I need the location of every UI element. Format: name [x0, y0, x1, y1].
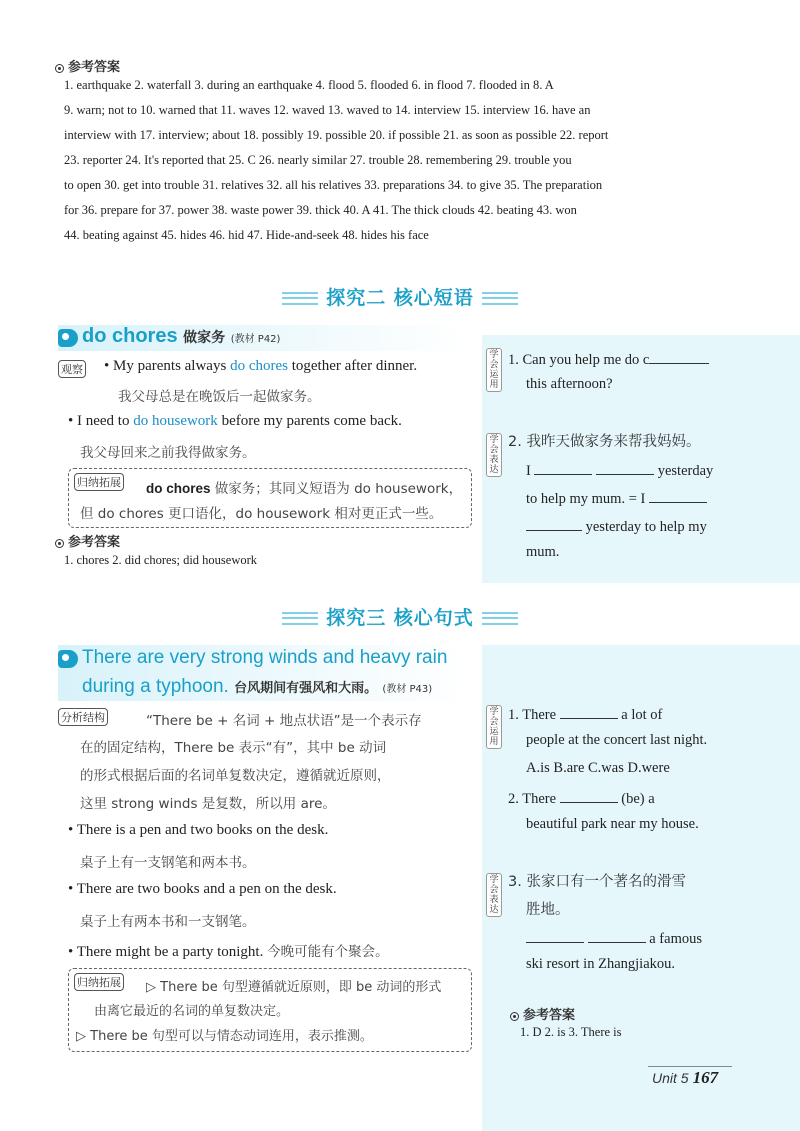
s3-summary-l3: ▷ There be 句型可以与情态动词连用，表示推测。: [76, 1029, 373, 1044]
s2-answers: 1. chores 2. did chores; did housework: [64, 553, 258, 567]
s3-answers: 1. D 2. is 3. There is: [520, 1025, 622, 1039]
s3-q2-line2: beautiful park near my house.: [526, 816, 699, 832]
tag-bullet-icon: [58, 650, 78, 668]
s2-q1: 1. Can you help me do c: [508, 349, 709, 369]
section2-heading: 探究二 核心短语: [0, 283, 800, 310]
s3-q1: 1. There a lot of: [508, 704, 662, 724]
heading-deco-left-icon: [282, 292, 318, 305]
s3-summary-l2: 由离它最近的名词的单复数决定。: [94, 1004, 290, 1019]
answer-marker-icon: [510, 1012, 519, 1021]
s3-analysis-l3: 的形式根据后面的名词单复数决定，遵循就近原则，: [80, 768, 391, 784]
s2-example1: • My parents always do chores together after dinner.: [104, 358, 418, 374]
s3-q1-options: A.is B.are C.was D.were: [526, 760, 670, 776]
s3-example3: • There might be a party tonight. 今晚可能有个聚会。: [68, 944, 389, 960]
s2-answers-title: 参考答案: [55, 531, 120, 550]
s2-summary-line1: do chores 做家务；其同义短语为 do housework，: [146, 481, 463, 497]
footer-rule: [648, 1066, 732, 1067]
s2-summary-line2: 但 do chores 更口语化，do housework 相对更正式一些。: [80, 506, 443, 522]
s2-example2-cn: 我父母回来之前我得做家务。: [80, 445, 256, 461]
heading-deco-right-icon: [482, 612, 518, 625]
s3-q2: 2. There (be) a: [508, 788, 655, 808]
s2-summary-badge: 归纳拓展: [74, 473, 124, 491]
answer-marker-icon: [55, 64, 64, 73]
s2-q2: 2. 我昨天做家务来帮我妈妈。: [508, 434, 701, 450]
s3-summary-badge: 归纳拓展: [74, 973, 124, 991]
practice-tag-icon: 学会运用: [486, 348, 502, 392]
tag-bullet-icon: [58, 329, 78, 347]
s3-example1: • There is a pen and two books on the desk.: [68, 822, 329, 838]
analysis-badge: 分析结构: [58, 708, 108, 726]
express-tag-icon: 学会表达: [486, 433, 502, 477]
answer-marker-icon: [55, 539, 64, 548]
top-answers-line: 23. reporter 24. It's reported that 25. C 26. nearly similar 27. trouble 28. remembering 29. trouble you: [64, 153, 572, 167]
s2-q2-line5: mum.: [526, 544, 560, 560]
observe-badge: 观察: [58, 360, 86, 378]
s3-example1-cn: 桌子上有一支钢笔和两本书。: [80, 855, 256, 871]
s3-answers-title: 参考答案: [510, 1004, 575, 1023]
s3-analysis-l1: “There be + 名词 + 地点状语”是一个表示存: [146, 713, 422, 729]
phrase-title: do chores 做家务 (教材 P42): [82, 325, 281, 347]
top-answers-line: for 36. prepare for 37. power 38. waste power 39. thick 40. A 41. The thick clouds 42. beating 43. won: [64, 203, 577, 217]
s3-q3: 3. 张家口有一个著名的滑雪: [508, 874, 686, 890]
s3-q1-line2: people at the concert last night.: [526, 732, 708, 748]
s3-q3-line3: a famous: [526, 928, 702, 948]
s3-summary-l1: ▷ There be 句型遵循就近原则，即 be 动词的形式: [146, 980, 442, 995]
s2-q2-line2: I yesterday: [526, 460, 713, 480]
top-answers-line: 44. beating against 45. hides 46. hid 47. Hide-and-seek 48. hides his face: [64, 228, 429, 242]
heading-deco-left-icon: [282, 612, 318, 625]
s2-q2-line3: to help my mum. = I: [526, 488, 707, 508]
s2-example1-cn: 我父母总是在晚饭后一起做家务。: [118, 389, 321, 405]
s3-q3-line2: 胜地。: [526, 902, 570, 918]
s3-title-line1: There are very strong winds and heavy rain: [82, 647, 448, 668]
top-answers-line: 1. earthquake 2. waterfall 3. during an earthquake 4. flood 5. flooded 6. in flood 7. flooded in 8. A: [64, 78, 554, 92]
s3-title-line2: during a typhoon. 台风期间有强风和大雨。 (教材 P43): [82, 676, 433, 697]
section3-heading: 探究三 核心句式: [0, 603, 800, 630]
s3-analysis-l2: 在的固定结构，There be 表示“有”，其中 be 动词: [80, 740, 387, 756]
s3-analysis-l4: 这里 strong winds 是复数，所以用 are。: [80, 796, 336, 812]
top-answers-line: 9. warn; not to 10. warned that 11. waves 12. waved 13. waved to 14. interview 15. interview 16. have an: [64, 103, 591, 117]
top-answers-line: interview with 17. interview; about 18. possibly 19. possible 20. if possible 21. as soon as possible 22. report: [64, 128, 609, 142]
s3-q3-line4: ski resort in Zhangjiakou.: [526, 956, 676, 972]
s3-example2: • There are two books and a pen on the desk.: [68, 881, 337, 897]
top-answers-line: to open 30. get into trouble 31. relatives 32. all his relatives 33. preparations 34. to give 35. The preparation: [64, 178, 603, 192]
s2-q2-line4: yesterday to help my: [526, 516, 707, 536]
express-tag-icon: 学会表达: [486, 873, 502, 917]
top-answers-title: 参考答案: [55, 56, 120, 75]
heading-deco-right-icon: [482, 292, 518, 305]
s3-example2-cn: 桌子上有两本书和一支钢笔。: [80, 914, 256, 930]
s2-q1-cont: this afternoon?: [526, 376, 613, 392]
s2-example2: • I need to do housework before my parents come back.: [68, 413, 402, 429]
footer-page: Unit 5 167: [652, 1068, 719, 1087]
practice-tag-icon: 学会运用: [486, 705, 502, 749]
